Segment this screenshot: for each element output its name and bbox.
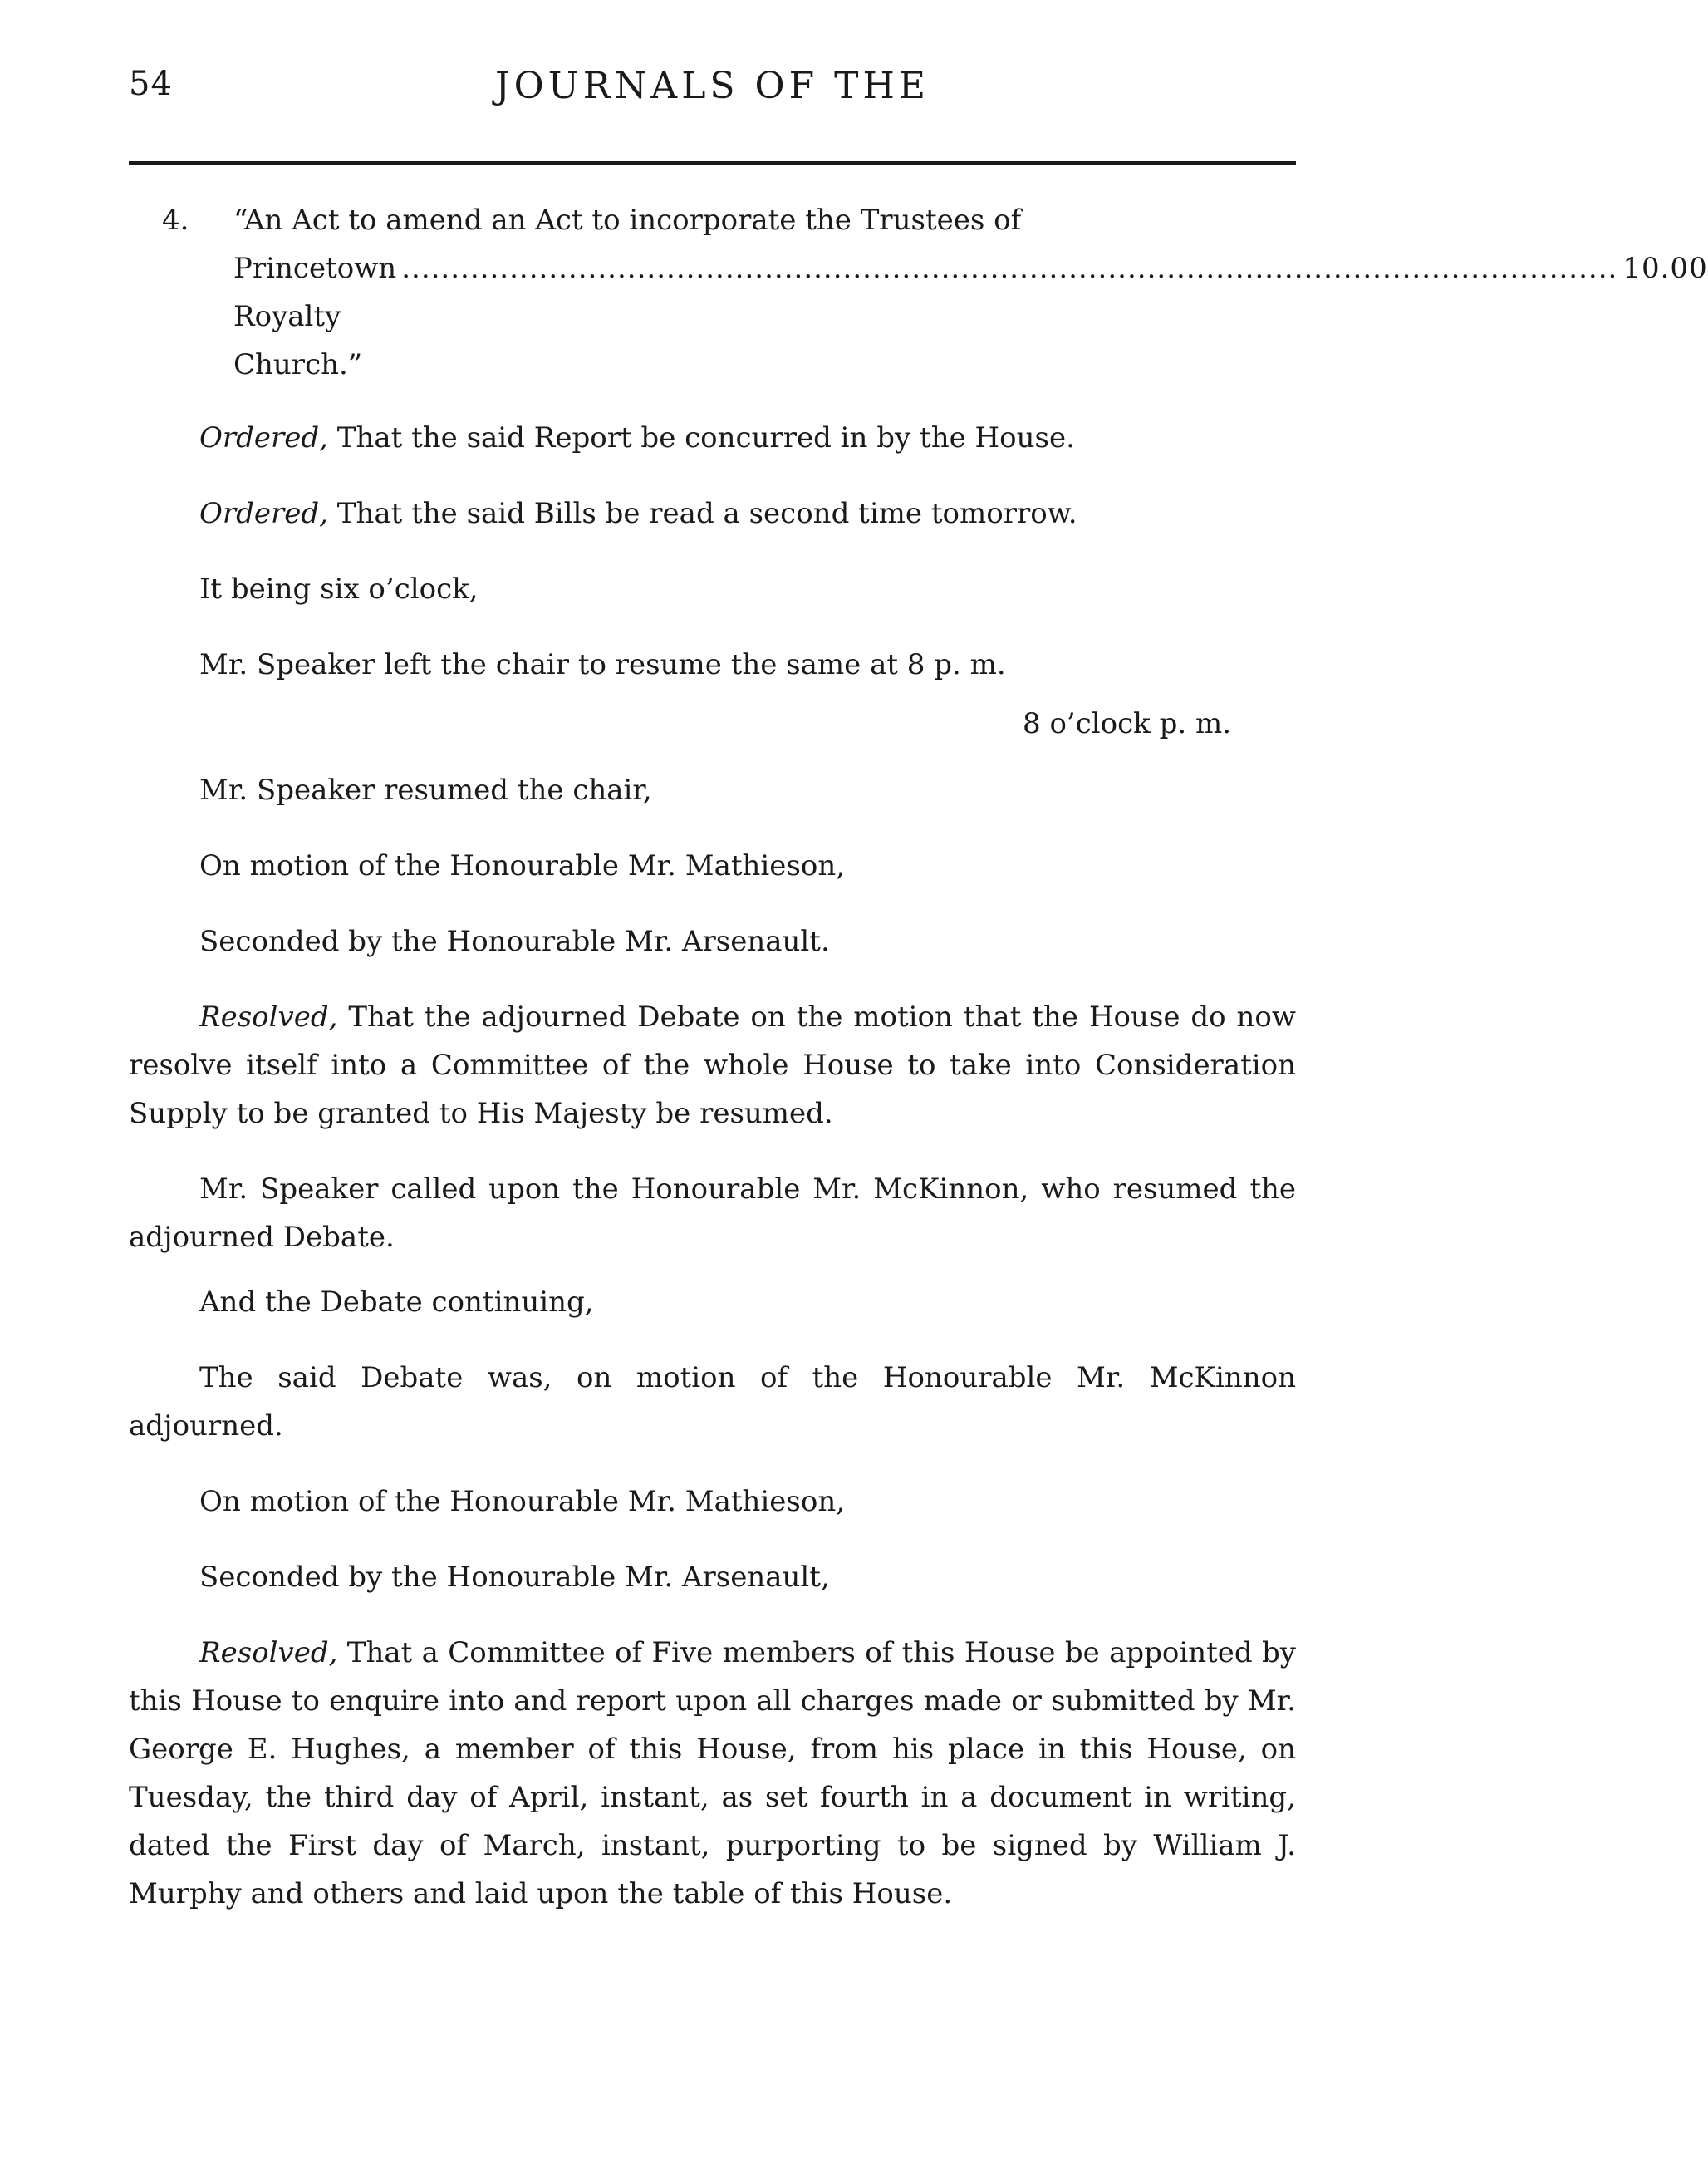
paragraph-text: That the said Report be concurred in by the House.	[327, 421, 1075, 455]
paragraph-debate-adjourned	[129, 1354, 1296, 1450]
paragraph-text: On motion of the Honourable Mr. Mathieson,	[199, 849, 846, 882]
bill-item-title-line-2-row	[233, 244, 1708, 389]
paragraph-lead: Resolved,	[199, 1636, 338, 1669]
paragraph-speaker-resumed	[129, 766, 1296, 814]
bill-item-title-line-2: Princetown Royalty Church.”	[233, 252, 397, 381]
paragraph-text: That the said Bills be read a second time tomorrow.	[327, 497, 1077, 530]
paragraph-text: Mr. Speaker resumed the chair,	[199, 774, 652, 807]
paragraph-text: That a Committee of Five members of this House be appointed by this House to enquire into and report upon all charges made or submitted by Mr. George E. Hughes, a member of this House, from his place in this House, on Tuesday, the third day of April, instant, as set fourth in a document in writing, dated the First day of March, instant, purporting to be signed by William J. Murphy and others and laid upon the table of this House.	[129, 1636, 1296, 1910]
paragraph-resolved-committee	[129, 1629, 1296, 1918]
paragraph-text: On motion of the Honourable Mr. Mathieson,	[199, 1485, 846, 1518]
header-rule	[129, 161, 1296, 165]
running-head	[129, 65, 1296, 123]
paragraph-lead: Ordered,	[199, 421, 328, 455]
dot-leaders: ............................................................................................................................	[401, 252, 1618, 285]
paragraph-text: 8 o’clock p. m.	[1023, 707, 1231, 740]
time-marker	[129, 700, 1296, 748]
paragraph-motion-mathieson-2	[129, 1477, 1296, 1526]
journal-body	[129, 196, 1708, 1945]
paragraph-motion-mathieson	[129, 842, 1296, 890]
paragraph-resolved-debate	[129, 993, 1296, 1138]
paragraph-ordered-report	[129, 414, 1296, 462]
paragraph-speaker-called	[129, 1165, 1296, 1261]
paragraph-seconded-arsenault-2	[129, 1553, 1296, 1601]
paragraph-speaker-left	[129, 641, 1296, 689]
paragraph-lead: Ordered,	[199, 497, 328, 530]
paragraph-text: It being six o’clock,	[199, 573, 479, 606]
paragraph-text: Seconded by the Honourable Mr. Arsenault,	[199, 1561, 830, 1594]
paragraph-text: That the adjourned Debate on the motion that the House do now resolve itself into a Committee of the whole House to take into Consideration Supply to be granted to His Majesty be resumed.	[129, 1000, 1296, 1130]
header-title: JOURNALS OF THE	[495, 65, 930, 107]
paragraph-lead: Resolved,	[199, 1000, 338, 1034]
paragraph-text: Seconded by the Honourable Mr. Arsenault.	[199, 925, 830, 958]
paragraph-text: Mr. Speaker called upon the Honourable Mr. McKinnon, who resumed the adjourned Debate.	[129, 1172, 1296, 1254]
paragraph-ordered-bills	[129, 489, 1296, 538]
paragraph-text: The said Debate was, on motion of the Honourable Mr. McKinnon adjourned.	[129, 1361, 1296, 1443]
paragraph-six-oclock	[129, 565, 1296, 613]
paragraph-debate-continuing	[129, 1278, 1296, 1326]
bill-item-amount: 10.00	[1622, 252, 1708, 285]
paragraph-text: Mr. Speaker left the chair to resume the same at 8 p. m.	[199, 648, 1006, 681]
page-number: 54	[129, 65, 173, 103]
bill-item-title-line-1: “An Act to amend an Act to incorporate the Trustees of	[233, 204, 1022, 237]
paragraph-seconded-arsenault	[129, 917, 1296, 966]
bill-item	[129, 196, 1708, 389]
bill-item-number: 4.	[162, 204, 189, 237]
paragraph-text: And the Debate continuing,	[199, 1286, 594, 1319]
